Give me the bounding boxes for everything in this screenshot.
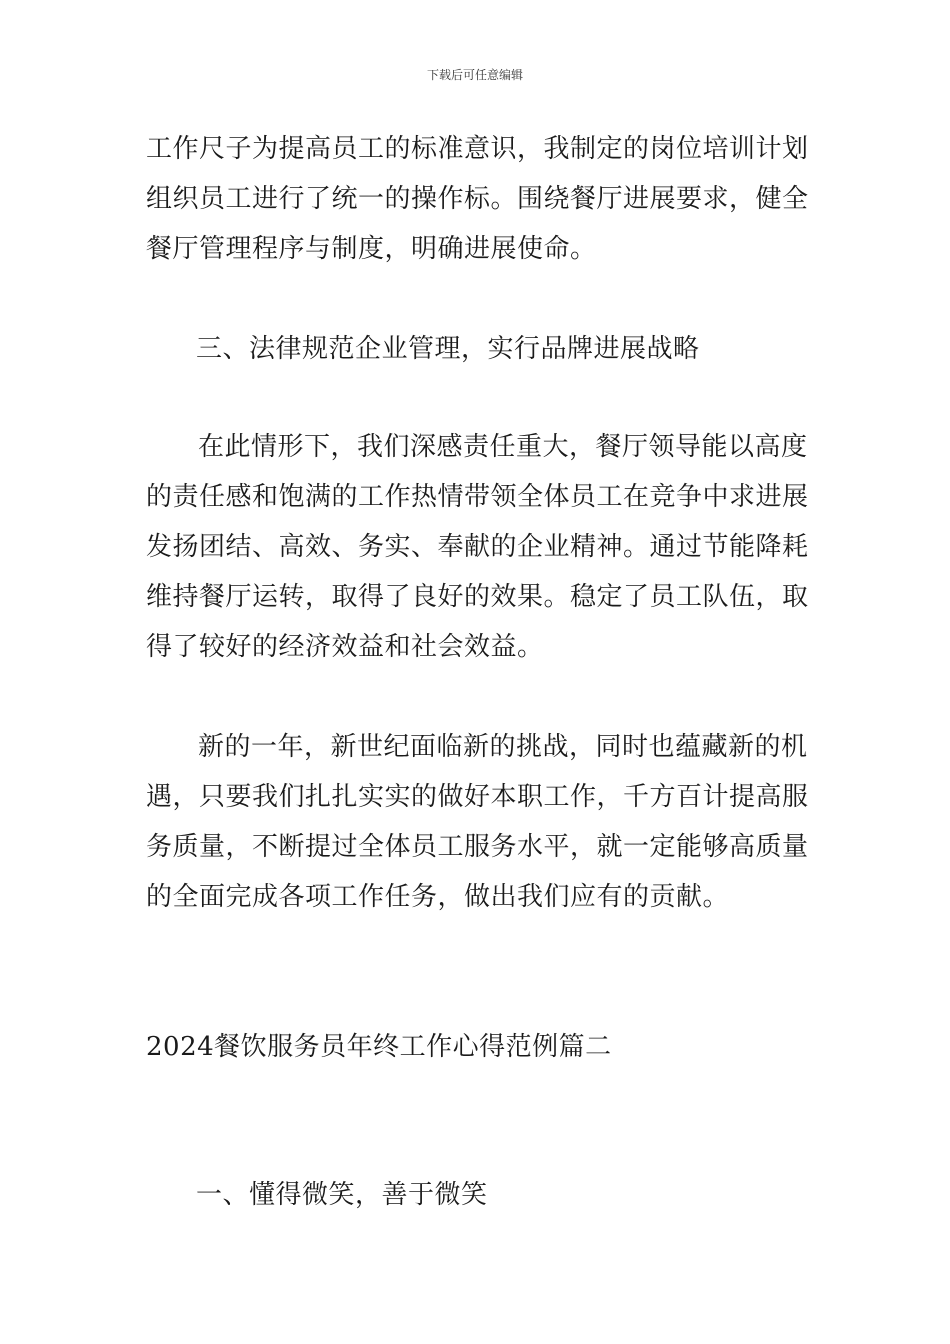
paragraph-line: 遇，只要我们扎扎实实的做好本职工作，千方百计提高服 <box>146 782 809 812</box>
paragraph-3 <box>146 722 811 922</box>
paragraph-line: 的责任感和饱满的工作热情带领全体员工在竞争中求进展 <box>146 482 809 512</box>
paragraph-1 <box>146 124 811 274</box>
section-heading-1 <box>196 1170 861 1220</box>
paragraph-2 <box>146 422 811 672</box>
paragraph-line: 维持餐厅运转，取得了良好的效果。稳定了员工队伍，取 <box>146 582 809 612</box>
section-title <box>146 1022 811 1072</box>
paragraph-line: 得了较好的经济效益和社会效益。 <box>146 632 544 662</box>
paragraph-line: 务质量，不断提过全体员工服务水平，就一定能够高质量 <box>146 832 809 862</box>
heading-text: 三、法律规范企业管理，实行品牌进展战略 <box>196 334 700 364</box>
header-note: 下载后可任意编辑 <box>426 68 523 82</box>
paragraph-line: 的全面完成各项工作任务，做出我们应有的贡献。 <box>146 882 730 912</box>
paragraph-line: 组织员工进行了统一的操作标。围绕餐厅进展要求，健全 <box>146 184 809 214</box>
heading-text: 一、懂得微笑，善于微笑 <box>196 1180 488 1210</box>
section-title-text: 2024餐饮服务员年终工作心得范例篇二 <box>146 1032 612 1062</box>
paragraph-line: 工作尺子为提高员工的标准意识，我制定的岗位培训计划 <box>146 134 809 164</box>
paragraph-line: 发扬团结、高效、务实、奉献的企业精神。通过节能降耗 <box>146 532 809 562</box>
paragraph-line: 餐厅管理程序与制度，明确进展使命。 <box>146 234 597 264</box>
paragraph-line: 新的一年，新世纪面临新的挑战，同时也蕴藏新的机 <box>198 732 808 762</box>
section-heading-3 <box>196 324 861 374</box>
paragraph-line: 在此情形下，我们深感责任重大，餐厅领导能以高度 <box>198 432 808 462</box>
